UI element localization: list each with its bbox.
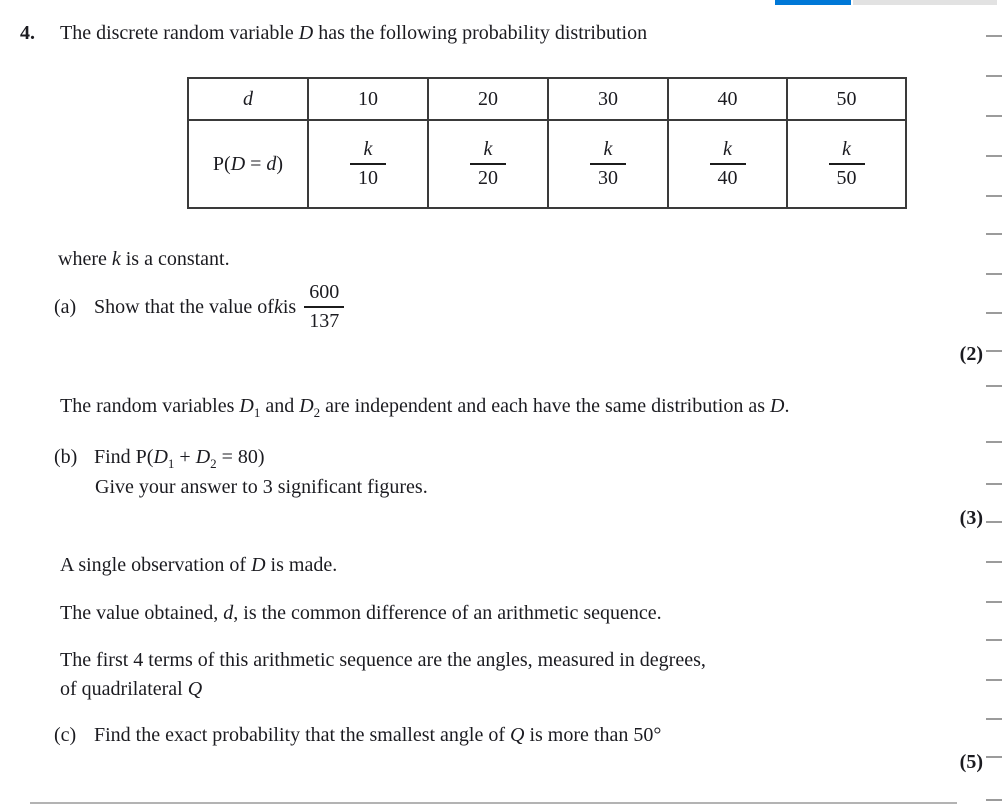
math-var-D: D (251, 554, 266, 576)
margin-ruled-mark (986, 483, 1002, 485)
part-b-label: (b) (54, 446, 78, 468)
math-var-k: k (273, 295, 283, 318)
margin-ruled-mark (986, 195, 1002, 197)
part-b-marks: (3) (959, 507, 983, 529)
fraction-k-40 (710, 139, 746, 189)
fraction-numerator: k (710, 139, 746, 165)
margin-ruled-mark (986, 115, 1002, 117)
fraction-numerator: k (470, 139, 506, 165)
text-segment: The discrete random variable (60, 22, 299, 44)
text-segment: A single observation of (60, 554, 252, 576)
subscript: 1 (167, 456, 175, 471)
d-value-cell: 50 (787, 78, 906, 120)
subscript: 2 (210, 456, 217, 471)
fraction-k-30 (590, 139, 626, 189)
part-c-marks: (5) (959, 751, 983, 773)
math-var-k: k (111, 248, 121, 270)
prob-label-cell (188, 120, 308, 208)
fraction-denominator: 40 (717, 167, 738, 189)
prob-fraction-cell (428, 120, 548, 208)
math-var-D2: D (299, 395, 314, 417)
text-segment: is made. (265, 554, 338, 576)
margin-ruled-mark (986, 35, 1002, 37)
margin-ruled-mark (986, 756, 1002, 758)
text-segment: . (784, 395, 790, 417)
fraction-k-10 (350, 139, 386, 189)
question-number: 4. (20, 22, 35, 44)
subscript: 1 (253, 405, 261, 420)
text-segment: has the following probability distribution (313, 22, 648, 44)
part-a-marks: (2) (959, 343, 983, 365)
part-b-instruction-line: Give your answer to 3 significant figures. (95, 476, 428, 498)
margin-ruled-mark (986, 75, 1002, 77)
prob-fraction-cell (668, 120, 787, 208)
margin-ruled-mark (986, 312, 1002, 314)
text-segment: and (260, 395, 300, 417)
where-constant-line (58, 248, 230, 271)
math-var-D: D (230, 152, 246, 175)
part-c-label: (c) (54, 724, 77, 746)
fraction-numerator: k (590, 139, 626, 165)
text-segment: is more than 50° (524, 724, 662, 746)
prob-fraction-cell (548, 120, 668, 208)
prob-fraction-cell (308, 120, 428, 208)
scrollbar-track[interactable] (853, 0, 997, 5)
bottom-rule (30, 802, 957, 804)
margin-ruled-mark (986, 385, 1002, 387)
fraction-denominator: 30 (598, 167, 618, 189)
fraction-numerator: 600 (304, 282, 344, 308)
margin-ruled-mark (986, 350, 1002, 352)
math-var-d: d (223, 602, 234, 624)
text-segment: Show that the value of (94, 295, 274, 318)
text-segment: of quadrilateral (60, 678, 188, 700)
d-value-cell: 10 (308, 78, 428, 120)
text-segment: The value obtained, (60, 602, 224, 624)
prob-fraction-cell (787, 120, 906, 208)
text-segment: where (58, 248, 112, 270)
scrollbar-thumb[interactable] (775, 0, 851, 5)
margin-ruled-mark (986, 561, 1002, 563)
fraction-denominator: 50 (836, 167, 857, 189)
text-segment: Find P( (94, 446, 154, 468)
text-segment: = 80) (216, 446, 265, 468)
text-segment: = (245, 152, 267, 175)
probability-distribution-table (187, 77, 907, 209)
text-segment: are independent and each have the same distribution as (320, 395, 771, 417)
margin-ruled-mark (986, 273, 1002, 275)
part-b-line (54, 446, 265, 469)
fraction-denominator: 10 (358, 167, 378, 189)
text-segment: , is the common difference of an arithmetic sequence. (233, 602, 662, 624)
fraction-k-20 (470, 139, 506, 189)
margin-ruled-mark (986, 233, 1002, 235)
math-var-D: D (770, 395, 785, 417)
fraction-numerator: k (829, 139, 865, 165)
observation-line (60, 554, 337, 577)
part-a-label: (a) (54, 295, 77, 318)
d-header-cell: d (188, 78, 308, 120)
d-value-cell: 40 (668, 78, 787, 120)
margin-ruled-mark (986, 521, 1002, 523)
sequence-line-2 (60, 678, 202, 701)
margin-ruled-mark (986, 799, 1002, 801)
math-var-D: D (298, 22, 314, 44)
text-segment: P( (212, 152, 231, 175)
sequence-line-1: The first 4 terms of this arithmetic sequence are the angles, measured in degrees, (60, 649, 706, 671)
text-segment: Find the exact probability that the smallest angle of (94, 724, 511, 746)
part-c-line (54, 724, 661, 747)
math-var-Q: Q (510, 724, 525, 746)
margin-ruled-mark (986, 441, 1002, 443)
margin-ruled-mark (986, 155, 1002, 157)
independence-line (60, 395, 789, 418)
k-value-fraction (304, 282, 344, 332)
math-var-D1: D (153, 446, 168, 468)
table-probability-row (188, 120, 906, 208)
text-segment: is a constant. (120, 248, 230, 270)
math-var-D2: D (195, 446, 211, 468)
common-difference-line (60, 602, 662, 625)
fraction-k-50 (829, 139, 865, 189)
math-var-d: d (266, 152, 277, 175)
subscript: 2 (313, 405, 321, 420)
margin-ruled-mark (986, 718, 1002, 720)
question-intro (60, 22, 647, 45)
math-var-Q: Q (187, 678, 203, 700)
margin-ruled-mark (986, 639, 1002, 641)
d-value-cell: 30 (548, 78, 668, 120)
margin-ruled-mark (986, 601, 1002, 603)
table-header-row (188, 78, 906, 120)
fraction-numerator: k (350, 139, 386, 165)
fraction-denominator: 20 (478, 167, 498, 189)
margin-ruled-mark (986, 679, 1002, 681)
text-segment: The random variables (60, 395, 240, 417)
text-segment: + (174, 446, 196, 468)
d-value-cell: 20 (428, 78, 548, 120)
math-var-D1: D (239, 395, 254, 417)
fraction-denominator: 137 (309, 310, 340, 332)
text-segment: is (282, 295, 297, 318)
text-segment: ) (276, 152, 284, 175)
part-a-line (54, 280, 344, 334)
